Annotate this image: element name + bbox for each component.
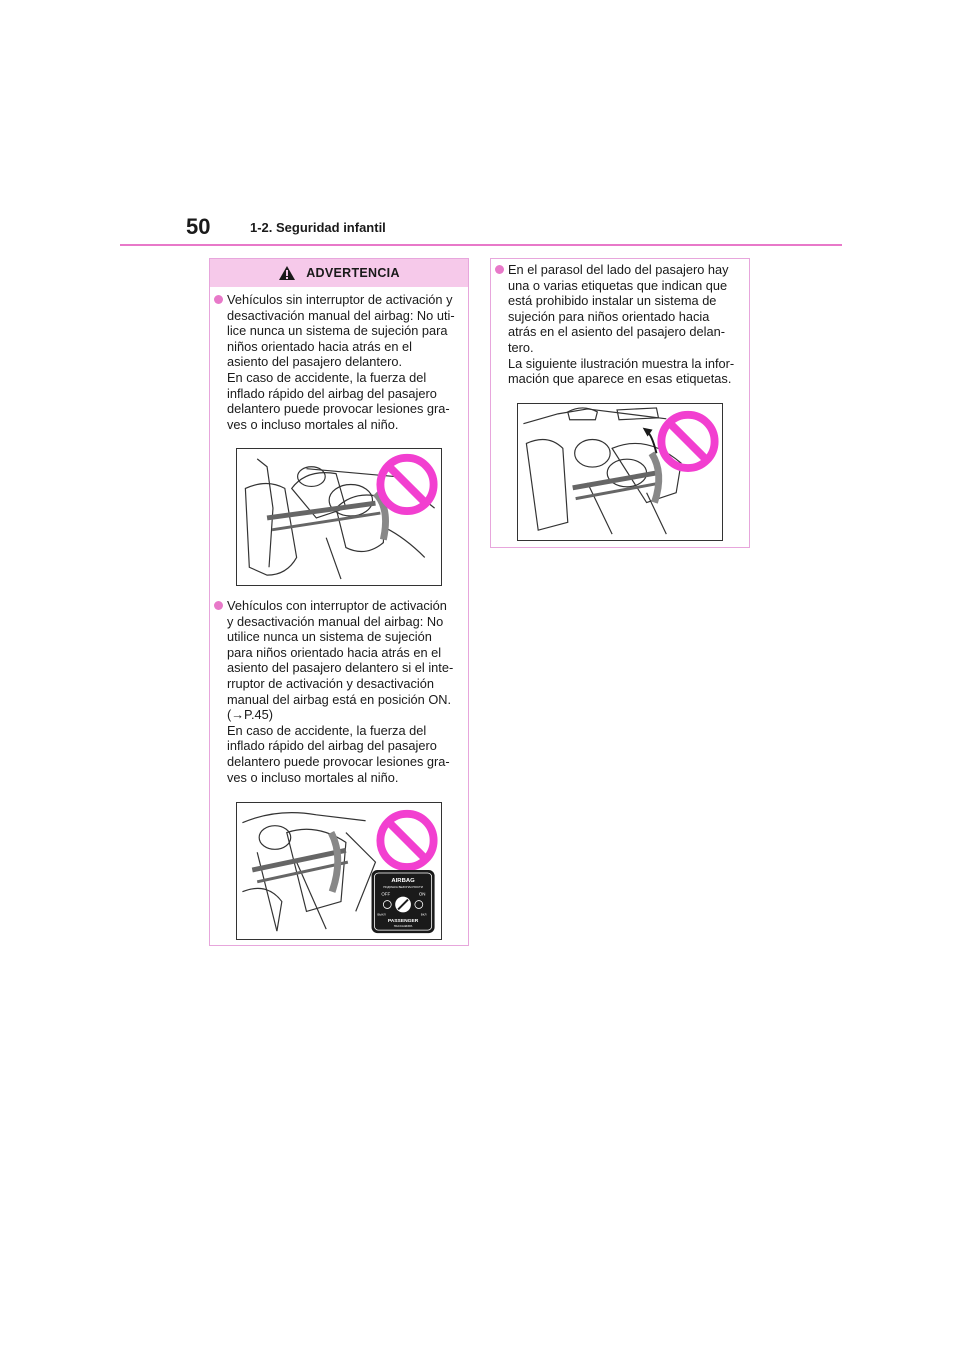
- airbag-switch-label: [372, 870, 435, 933]
- illustration-rear-facing-seat-no-switch: [236, 448, 442, 586]
- airbag-label-passenger: PASSENGER: [387, 919, 419, 925]
- header-divider: [120, 244, 842, 246]
- warning-item-1-text: Vehículos sin interruptor de activación y desactivación manual del airbag: No uti- lice nunca un sistema de sujeción para niños orientado hacia atrás en el asiento del pasajero delantero. En caso de accidente, la fuerza del inflado rápido del airbag del pasajero delantero puede provocar lesiones gra- ves o incluso mortales al niño.: [227, 292, 455, 432]
- warning-title: ADVERTENCIA: [306, 266, 400, 280]
- car-interior-illustration: [237, 449, 441, 585]
- prohibition-icon: [661, 415, 714, 468]
- airbag-label-passenger-sub: ПАССАЖИРА: [393, 924, 413, 929]
- airbag-label-on: ON: [418, 891, 426, 897]
- airbag-label-on-sub: ВКЛ: [420, 912, 427, 917]
- prohibition-icon: [380, 458, 433, 511]
- airbag-label-title: AIRBAG: [391, 877, 415, 884]
- info-item: [495, 262, 747, 387]
- illustration-rear-facing-seat-switch-on: [236, 802, 442, 940]
- illustration-sun-visor-label: [517, 403, 723, 541]
- airbag-label-sub: ПОДУШКА БЕЗОПАСНОСТИ: [383, 884, 423, 889]
- section-title: 1-2. Seguridad infantil: [250, 220, 386, 235]
- warning-header: [210, 259, 468, 287]
- bullet-icon: [495, 265, 504, 274]
- prohibition-icon: [380, 814, 433, 867]
- warning-item-1: [214, 292, 466, 432]
- info-item-text: En el parasol del lado del pasajero hay una o varias etiquetas que indican que está prohibido instalar un sistema de sujeción para niños orientado hacia atrás en el asiento del pasajero delan- tero. La siguiente ilustración muestra la infor- mación que aparece en esas etiquetas.: [508, 262, 735, 387]
- car-interior-illustration: [518, 404, 722, 540]
- airbag-label-off: OFF: [381, 891, 391, 897]
- car-interior-illustration: [237, 803, 441, 939]
- page-number: 50: [186, 214, 211, 239]
- warning-item-2-text: Vehículos con interruptor de activación y desactivación manual del airbag: No utilice nunca un sistema de sujeción para niños orientado hacia atrás en el asiento del pasajero delantero si el inte- rruptor de activación y desactivación manual del airbag está en posición ON. (→P.45) En caso de accidente, la fuerza del inflado rápido del airbag del pasajero delantero puede provocar lesiones gra- ves o incluso mortales al niño.: [227, 598, 454, 785]
- bullet-icon: [214, 295, 223, 304]
- airbag-label-off-sub: ВЫКЛ: [377, 912, 386, 917]
- warning-triangle-icon: [278, 265, 296, 281]
- warning-item-2: [214, 598, 466, 785]
- bullet-icon: [214, 601, 223, 610]
